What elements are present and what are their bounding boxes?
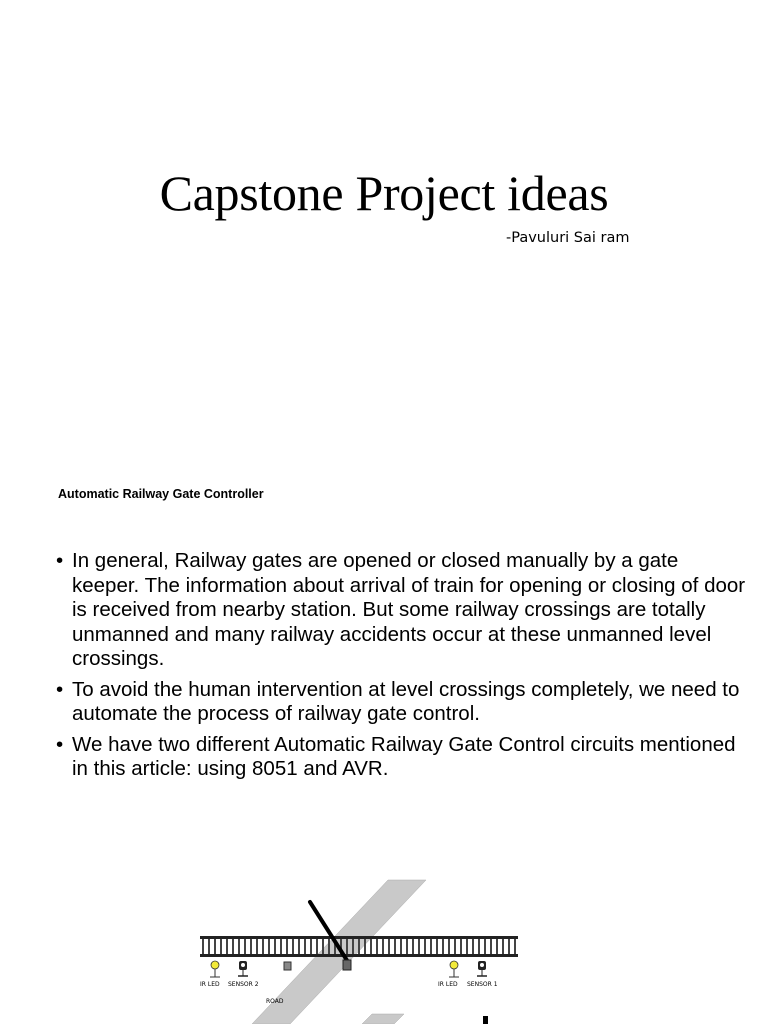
track-sleeper bbox=[364, 939, 366, 954]
track-sleeper bbox=[514, 939, 516, 954]
slide-title: Capstone Project ideas bbox=[159, 165, 609, 221]
label-ir-led-right: IR LED bbox=[438, 981, 458, 988]
railway-track bbox=[200, 936, 518, 957]
track-sleeper bbox=[370, 939, 372, 954]
track-sleeper bbox=[352, 939, 354, 954]
track-sleeper bbox=[376, 939, 378, 954]
label-ir-led-left: IR LED bbox=[200, 981, 220, 988]
track-sleeper bbox=[226, 939, 228, 954]
track-sleeper bbox=[346, 939, 348, 954]
bullet-text: To avoid the human intervention at level crossings completely, we need to automate the process of railway gate control. bbox=[72, 677, 740, 725]
track-sleeper bbox=[502, 939, 504, 954]
track-sleeper bbox=[322, 939, 324, 954]
track-sleeper bbox=[238, 939, 240, 954]
track-sleeper bbox=[382, 939, 384, 954]
track-sleeper bbox=[442, 939, 444, 954]
track-sleeper bbox=[436, 939, 438, 954]
track-sleeper bbox=[280, 939, 282, 954]
ir-led-left bbox=[210, 961, 220, 977]
track-sleeper bbox=[484, 939, 486, 954]
track-sleeper bbox=[394, 939, 396, 954]
label-sensor-1: SENSOR 1 bbox=[467, 981, 498, 988]
track-sleeper bbox=[358, 939, 360, 954]
track-sleeper bbox=[202, 939, 204, 954]
track-sleeper bbox=[430, 939, 432, 954]
track-sleeper bbox=[400, 939, 402, 954]
track-sleeper bbox=[220, 939, 222, 954]
bullet-marker: • bbox=[56, 549, 64, 572]
track-sleeper bbox=[208, 939, 210, 954]
track-sleeper bbox=[406, 939, 408, 954]
track-sleeper bbox=[478, 939, 480, 954]
track-sleeper bbox=[214, 939, 216, 954]
track-sleeper bbox=[508, 939, 510, 954]
track-sleeper bbox=[418, 939, 420, 954]
track-sleeper bbox=[268, 939, 270, 954]
partial-gate-post bbox=[483, 1016, 488, 1024]
track-sleeper bbox=[232, 939, 234, 954]
bullet-item bbox=[56, 549, 746, 672]
sensor-2-icon bbox=[238, 961, 248, 976]
track-sleeper bbox=[310, 939, 312, 954]
track-sleeper bbox=[292, 939, 294, 954]
track-sleeper bbox=[472, 939, 474, 954]
track-sleeper bbox=[454, 939, 456, 954]
track-sleeper bbox=[328, 939, 330, 954]
track-sleeper bbox=[250, 939, 252, 954]
bullet-item bbox=[56, 678, 746, 727]
track-sleeper bbox=[244, 939, 246, 954]
track-sleeper bbox=[460, 939, 462, 954]
track-sleeper bbox=[304, 939, 306, 954]
track-sleeper bbox=[286, 939, 288, 954]
ir-led-right bbox=[449, 961, 459, 977]
section-heading: Automatic Railway Gate Controller bbox=[58, 487, 264, 501]
track-sleeper bbox=[316, 939, 318, 954]
track-sleeper bbox=[274, 939, 276, 954]
bullet-marker: • bbox=[56, 732, 64, 756]
track-sleeper bbox=[448, 939, 450, 954]
track-sleeper bbox=[298, 939, 300, 954]
track-sleeper bbox=[496, 939, 498, 954]
author-credit: -Pavuluri Sai ram bbox=[506, 230, 630, 246]
track-sleeper bbox=[490, 939, 492, 954]
track-sleeper bbox=[412, 939, 414, 954]
road-band-lower bbox=[362, 1014, 404, 1024]
railway-crossing-diagram bbox=[190, 876, 530, 1024]
track-sleeper bbox=[262, 939, 264, 954]
bullet-text: We have two different Automatic Railway Gate Control circuits mentioned in this article: using 8051 and AVR. bbox=[72, 732, 736, 780]
track-sleeper bbox=[256, 939, 258, 954]
sensor-1-icon bbox=[477, 961, 487, 976]
track-sleeper bbox=[388, 939, 390, 954]
gate-post bbox=[343, 960, 351, 970]
track-sleeper bbox=[466, 939, 468, 954]
label-sensor-2: SENSOR 2 bbox=[228, 981, 259, 988]
bullet-text: In general, Railway gates are opened or closed manually by a gate keeper. The information about arrival of train for opening or closing of door is received from nearby station. But some railway crossings are totally unmanned and many railway accidents occur at these unmanned level crossings. bbox=[72, 549, 746, 670]
bullet-marker: • bbox=[56, 677, 64, 701]
bullet-item bbox=[56, 733, 746, 782]
track-box bbox=[284, 962, 291, 970]
bullet-list bbox=[56, 549, 746, 788]
track-sleeper bbox=[424, 939, 426, 954]
label-road: ROAD bbox=[266, 998, 284, 1005]
